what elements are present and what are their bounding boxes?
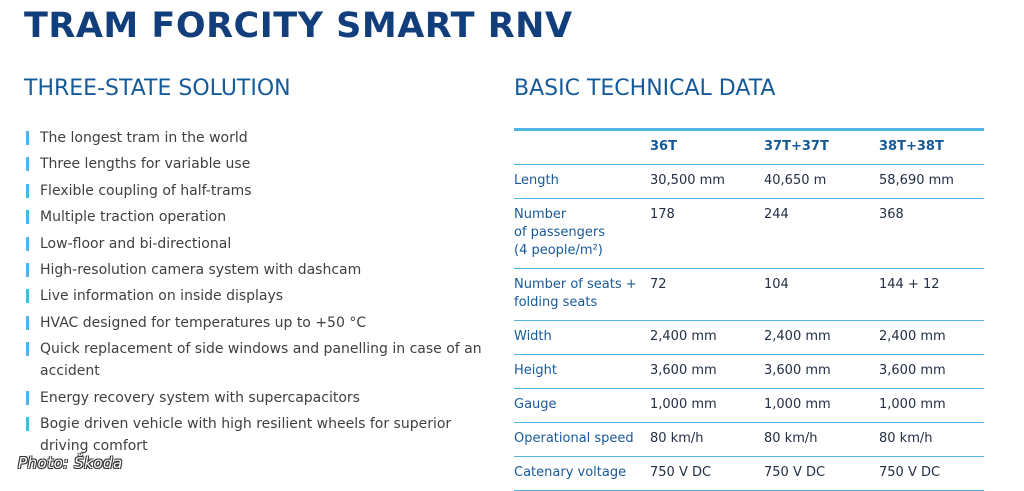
value-38t-38t: 2,400 mm [879,321,984,355]
row-label: Length [514,165,650,199]
table-row [514,423,984,457]
feature-text: Quick replacement of side windows and panelling in case of an accident [40,341,482,380]
value-37t-37t: 1,000 mm [764,389,879,423]
feature-item [24,180,494,202]
value-36t: 3,600 mm [650,355,764,389]
value-37t-37t: 40,650 m [764,165,879,199]
feature-text: Low-floor and bi-directional [40,235,232,252]
row-label: Height [514,355,650,389]
value-38t-38t: 1,000 mm [879,389,984,423]
value-38t-38t: 144 + 12 [879,269,984,321]
column-header-37t-37t: 37T+37T [764,130,879,165]
value-36t: 750 V DC [650,457,764,491]
feature-text: Live information on inside displays [40,288,284,305]
page-title: TRAM FORCITY SMART RNV [24,6,573,46]
feature-item [24,127,494,149]
value-37t-37t: 750 V DC [764,457,879,491]
feature-item [24,153,494,175]
table-row [514,269,984,321]
three-state-solution-heading: THREE-STATE SOLUTION [24,76,291,101]
row-label: Gauge [514,389,650,423]
row-label: Width [514,321,650,355]
bullet-bar-icon [26,263,29,277]
column-header-38t-38t: 38T+38T [879,130,984,165]
bullet-bar-icon [26,210,29,224]
column-header-parameter [514,130,650,165]
value-36t: 178 [650,199,764,269]
value-38t-38t: 368 [879,199,984,269]
table-row [514,457,984,491]
feature-text: Flexible coupling of half-trams [40,182,252,199]
basic-technical-data-heading: BASIC TECHNICAL DATA [514,76,776,101]
bullet-bar-icon [26,289,29,303]
value-36t: 80 km/h [650,423,764,457]
technical-data-table [514,128,984,491]
column-header-36t: 36T [650,130,764,165]
photo-credit: Photo: Škoda [18,454,123,472]
feature-text: Energy recovery system with supercapacitors [40,389,360,406]
feature-text: Bogie driven vehicle with high resilient wheels for superior driving comfort [40,415,452,454]
table-row [514,321,984,355]
value-37t-37t: 3,600 mm [764,355,879,389]
feature-item [24,233,494,255]
value-37t-37t: 104 [764,269,879,321]
value-38t-38t: 80 km/h [879,423,984,457]
row-label: Operational speed [514,423,650,457]
feature-item [24,338,494,382]
feature-text: Multiple traction operation [40,209,227,226]
table-row [514,389,984,423]
bullet-bar-icon [26,237,29,251]
value-38t-38t: 750 V DC [879,457,984,491]
value-37t-37t: 2,400 mm [764,321,879,355]
bullet-bar-icon [26,316,29,330]
row-label: Catenary voltage [514,457,650,491]
feature-item [24,413,494,457]
table-row [514,165,984,199]
value-38t-38t: 58,690 mm [879,165,984,199]
table-body [514,165,984,491]
feature-item [24,259,494,281]
feature-item [24,285,494,307]
value-37t-37t: 244 [764,199,879,269]
feature-text: The longest tram in the world [40,130,248,146]
bullet-bar-icon [26,391,29,405]
bullet-bar-icon [26,417,29,431]
row-label: Number of passengers (4 people/m²) [514,199,650,269]
value-36t: 30,500 mm [650,165,764,199]
feature-item [24,387,494,409]
table-header-row [514,130,984,165]
table-row [514,199,984,269]
value-36t: 1,000 mm [650,389,764,423]
value-38t-38t: 3,600 mm [879,355,984,389]
feature-item [24,312,494,334]
value-37t-37t: 80 km/h [764,423,879,457]
value-36t: 2,400 mm [650,321,764,355]
feature-list [24,127,494,461]
row-label: Number of seats + folding seats [514,269,650,321]
table-row [514,355,984,389]
bullet-bar-icon [26,184,29,198]
bullet-bar-icon [26,157,29,171]
feature-text: Three lengths for variable use [40,156,251,173]
bullet-bar-icon [26,131,29,145]
value-36t: 72 [650,269,764,321]
feature-item [24,206,494,228]
feature-text: HVAC designed for temperatures up to +50 °C [40,314,367,331]
bullet-bar-icon [26,342,29,356]
feature-text: High-resolution camera system with dashcam [40,261,362,278]
